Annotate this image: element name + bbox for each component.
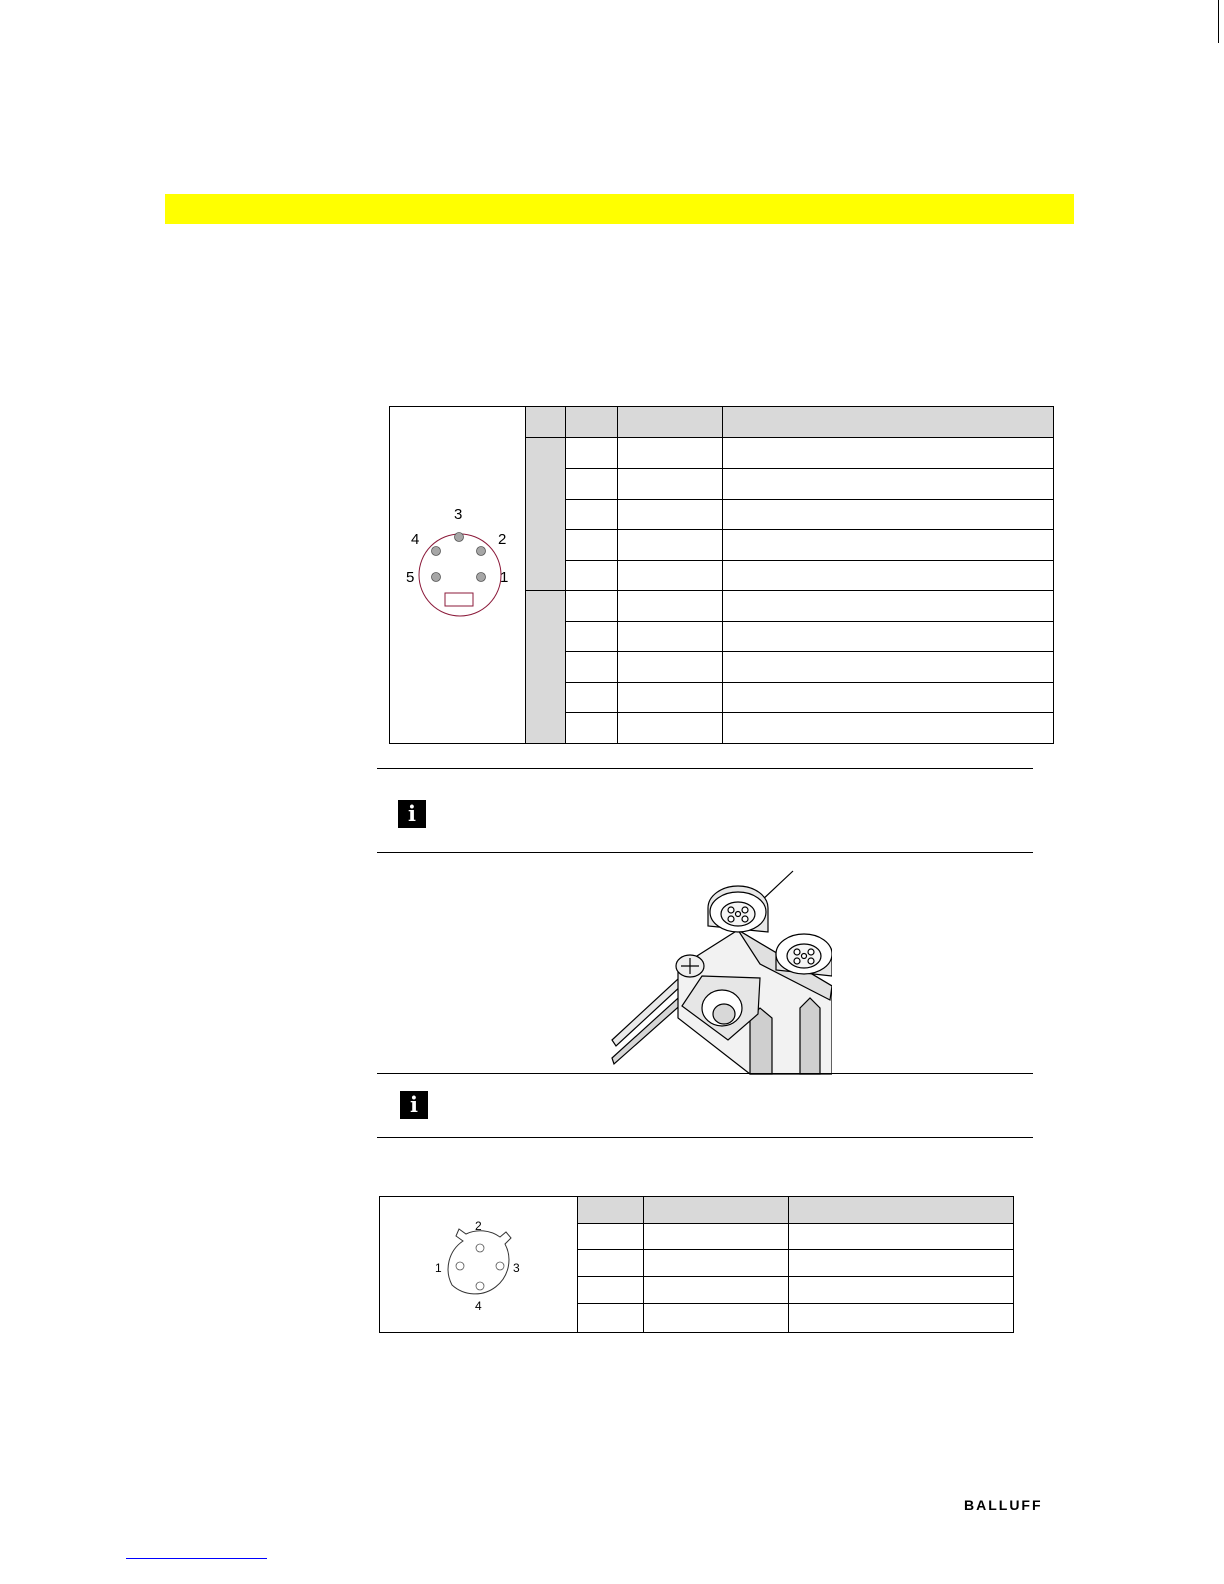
- pin-1-dot: [477, 573, 486, 582]
- connector-5pin-diagram: [390, 407, 525, 743]
- pin-3-label: 3: [513, 1261, 520, 1275]
- table-cell: [617, 438, 723, 469]
- note-top-rule: [377, 768, 1033, 769]
- connector-diagram-cell: [390, 407, 526, 744]
- header-cell: [526, 407, 566, 438]
- table-header-row: [390, 407, 1054, 438]
- brand-logo: BALLUFF: [964, 1497, 1043, 1513]
- table-cell: [578, 1250, 644, 1276]
- page-corner-rule: [1218, 0, 1219, 43]
- table-cell: [565, 499, 617, 529]
- group-cell: [526, 590, 566, 744]
- chapter-heading-band: [165, 194, 1074, 224]
- table-cell: [643, 1224, 788, 1250]
- header-cell: [643, 1197, 788, 1224]
- table-cell: [565, 529, 617, 560]
- table-cell: [789, 1303, 1014, 1332]
- table-cell: [617, 468, 723, 499]
- pin-2-label: 2: [498, 531, 507, 548]
- pin-1-label: 1: [435, 1261, 442, 1275]
- table-cell: [565, 622, 617, 652]
- pin-4-label: 4: [475, 1299, 482, 1313]
- table-cell: [789, 1224, 1014, 1250]
- group-cell: [526, 438, 566, 591]
- pin-4-dot: [432, 547, 441, 556]
- table-cell: [789, 1250, 1014, 1276]
- table-cell: [723, 652, 1054, 683]
- pin-3-dot: [455, 533, 464, 542]
- table-cell: [723, 438, 1054, 469]
- note-bottom-rule: [377, 852, 1033, 853]
- table-cell: [565, 683, 617, 713]
- table-cell: [723, 468, 1054, 499]
- pin-1-dot: [456, 1262, 464, 1270]
- note-top-rule: [377, 1073, 1033, 1074]
- grounding-screw: [676, 955, 704, 977]
- pin-2-dot: [476, 1244, 484, 1252]
- header-cell: [617, 407, 723, 438]
- table-cell: [565, 713, 617, 744]
- table-cell: [789, 1276, 1014, 1303]
- m12-socket-1: [708, 886, 768, 932]
- table-cell: [723, 590, 1054, 622]
- connector-diagram-cell: [380, 1197, 578, 1333]
- table-cell: [617, 529, 723, 560]
- pin-3-label: 3: [454, 506, 463, 523]
- table-cell: [565, 590, 617, 622]
- table-cell: [723, 622, 1054, 652]
- pin-2-dot: [477, 547, 486, 556]
- table-cell: [723, 713, 1054, 744]
- footer-link-underline[interactable]: [126, 1558, 267, 1559]
- table-cell: [617, 590, 723, 622]
- pin-1-label: 1: [500, 569, 509, 586]
- table-cell: [578, 1276, 644, 1303]
- info-icon: i: [398, 800, 426, 828]
- table-cell: [617, 499, 723, 529]
- table-cell: [617, 683, 723, 713]
- info-icon: i: [400, 1091, 428, 1119]
- connector-4pin-diagram: [380, 1197, 577, 1332]
- table-cell: [578, 1303, 644, 1332]
- table-cell: [565, 652, 617, 683]
- table-cell: [723, 499, 1054, 529]
- device-illustration: [610, 868, 832, 1076]
- table-cell: [723, 683, 1054, 713]
- table-header-row: [380, 1197, 1014, 1224]
- pin-2-label: 2: [475, 1219, 482, 1233]
- header-cell: [565, 407, 617, 438]
- pin-4-dot: [476, 1282, 484, 1290]
- table-cell: [578, 1224, 644, 1250]
- table-cell: [643, 1303, 788, 1332]
- table-cell: [617, 560, 723, 590]
- pin-3-dot: [496, 1262, 504, 1270]
- pin-5-dot: [432, 573, 441, 582]
- table-cell: [565, 560, 617, 590]
- table-cell: [617, 713, 723, 744]
- header-cell: [578, 1197, 644, 1224]
- pin-4-label: 4: [411, 531, 420, 548]
- m12-socket-2: [776, 934, 832, 976]
- table-cell: [565, 438, 617, 469]
- connector-5pin-body: [419, 534, 501, 616]
- pin-assignment-table-5pin: [389, 406, 1054, 744]
- table-cell: [617, 652, 723, 683]
- table-cell: [643, 1250, 788, 1276]
- note-bottom-rule: [377, 1137, 1033, 1138]
- header-cell: [789, 1197, 1014, 1224]
- header-cell: [723, 407, 1054, 438]
- table-cell: [617, 622, 723, 652]
- table-cell: [723, 529, 1054, 560]
- table-cell: [723, 560, 1054, 590]
- table-cell: [643, 1276, 788, 1303]
- pin-assignment-table-4pin: [379, 1196, 1014, 1333]
- pin-5-label: 5: [406, 569, 415, 586]
- table-cell: [565, 468, 617, 499]
